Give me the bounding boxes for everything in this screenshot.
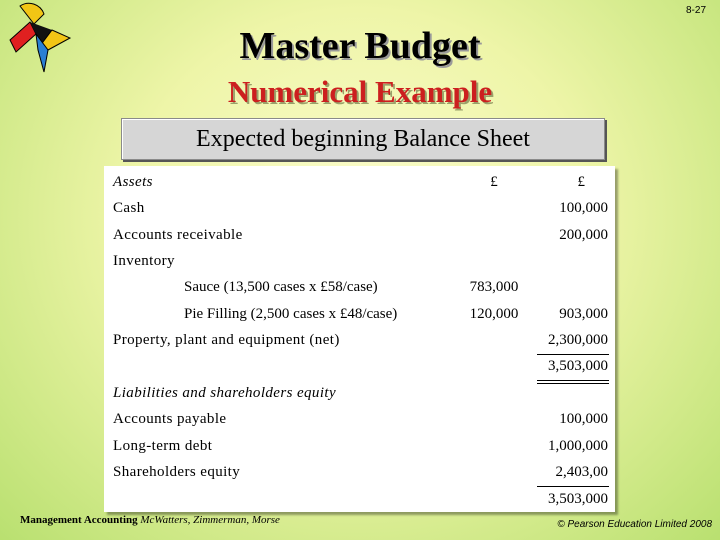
total-rule-double-1	[537, 380, 609, 381]
row-label-accounts-receivable: Accounts receivable	[113, 227, 243, 243]
row-label-cash: Cash	[113, 200, 145, 216]
row-value-pie-filling-col1: 120,000	[469, 306, 519, 322]
row-value-accounts-receivable: 200,000	[559, 227, 608, 243]
footer-authors: McWatters, Zimmerman, Morse	[140, 514, 280, 526]
total-liabilities: 3,503,000	[548, 491, 608, 507]
footer-book-credit	[20, 514, 280, 526]
footer-book-title: Management Accounting	[20, 514, 138, 526]
row-value-shareholders-equity: 2,403,00	[555, 464, 608, 480]
liabilities-subtotal-rule	[537, 486, 609, 487]
currency-col2: £	[577, 174, 585, 190]
subtotal-rule	[537, 354, 609, 355]
row-value-accounts-payable: 100,000	[559, 411, 608, 427]
row-label-pie-filling: Pie Filling (2,500 cases x £48/case)	[184, 306, 398, 322]
row-label-accounts-payable: Accounts payable	[113, 411, 227, 427]
balance-sheet	[104, 166, 615, 512]
row-label-ppe: Property, plant and equipment (net)	[113, 332, 340, 348]
row-value-long-term-debt: 1,000,000	[548, 438, 608, 454]
page-subtitle: Numerical Example	[227, 74, 493, 109]
row-value-cash: 100,000	[559, 200, 608, 216]
row-value-ppe: 2,300,000	[548, 332, 608, 348]
liabilities-header: Liabilities and shareholders equity	[113, 385, 337, 401]
row-label-sauce: Sauce (13,500 cases x £58/case)	[184, 279, 378, 295]
page-title: Master Budget	[239, 25, 481, 67]
total-rule-double-2	[537, 383, 609, 384]
assets-header: Assets	[113, 174, 153, 190]
row-value-pie-filling-col2: 903,000	[559, 306, 608, 322]
row-label-long-term-debt: Long-term debt	[113, 438, 213, 454]
footer-copyright: © Pearson Education Limited 2008	[557, 519, 712, 530]
total-assets: 3,503,000	[548, 358, 608, 374]
row-value-sauce: 783,000	[469, 279, 519, 295]
row-label-shareholders-equity: Shareholders equity	[113, 464, 241, 480]
slide-number: 8-27	[685, 5, 706, 16]
section-title: Expected beginning Balance Sheet	[121, 118, 605, 160]
currency-col1: £	[490, 174, 498, 190]
row-label-inventory: Inventory	[113, 253, 175, 269]
